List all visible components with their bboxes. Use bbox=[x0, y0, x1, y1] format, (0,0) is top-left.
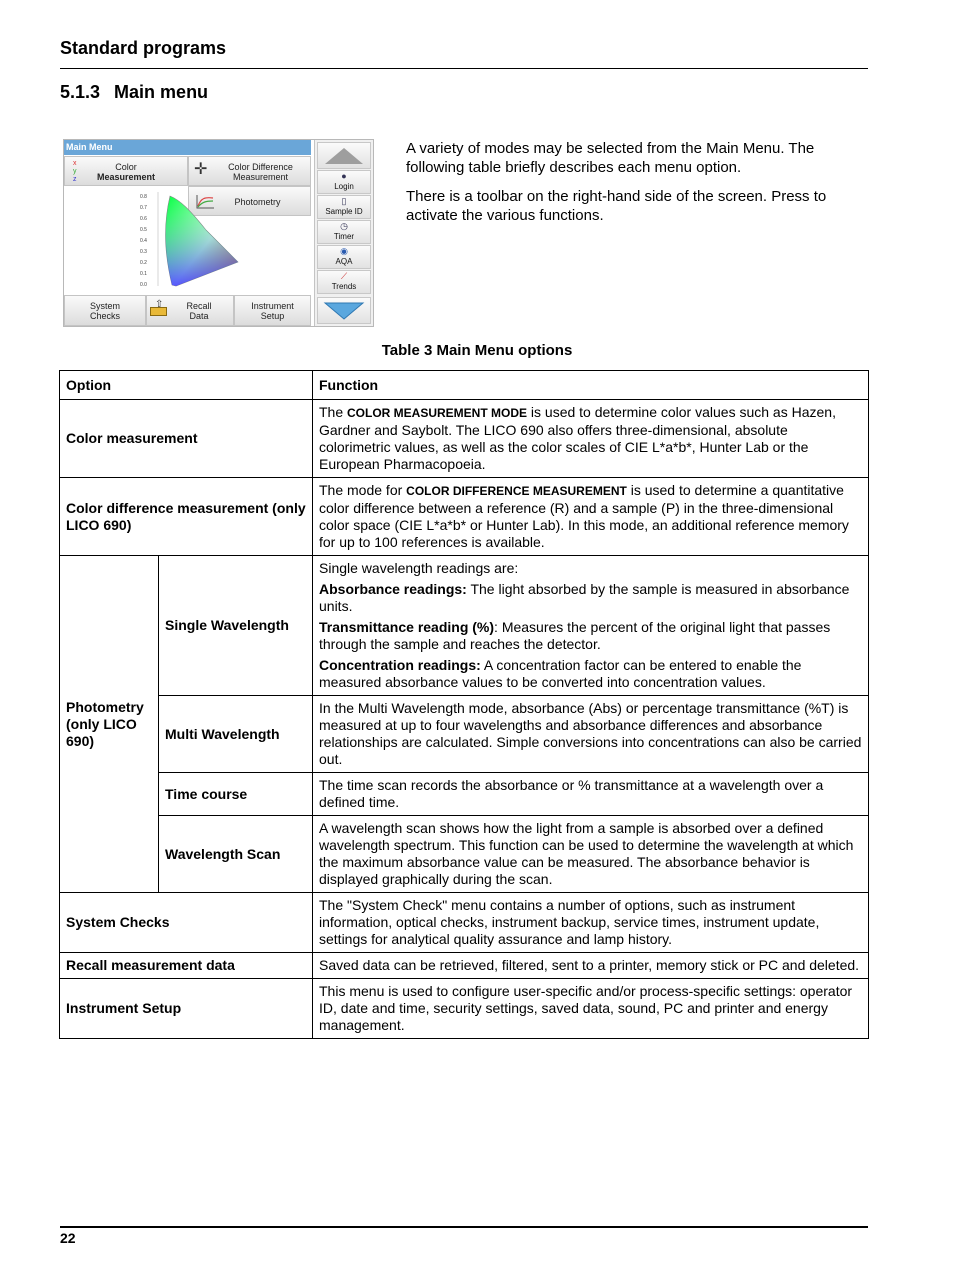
svg-text:0.1: 0.1 bbox=[140, 271, 147, 277]
toolbar-login[interactable]: ● Login bbox=[317, 170, 371, 194]
page-number: 22 bbox=[60, 1230, 76, 1246]
function-wavelength-scan: A wavelength scan shows how the light from a sample is absorbed over a defined wavelength spectrum. This function can be used to determine the wavelength at which the maximum absorbance value can be measured. The absorbance behavior is displayed graphically during the scan. bbox=[313, 816, 869, 893]
color-difference-button[interactable]: ✛ Color Difference Measurement bbox=[188, 156, 311, 186]
svg-text:0.2: 0.2 bbox=[140, 260, 147, 266]
table-row bbox=[60, 696, 869, 773]
subsection-title bbox=[60, 82, 208, 103]
scroll-up-button[interactable] bbox=[317, 142, 371, 169]
table-row bbox=[60, 979, 869, 1039]
sub-option-time-course: Time course bbox=[159, 773, 313, 816]
toolbar-aqa[interactable]: ◉ AQA bbox=[317, 245, 371, 269]
sample-id-icon: ▯ bbox=[341, 196, 347, 206]
column-header-option: Option bbox=[60, 371, 313, 400]
option-photometry: Photometry (only LICO 690) bbox=[60, 556, 159, 893]
svg-text:0.3: 0.3 bbox=[140, 249, 147, 255]
trends-icon: ⟋ bbox=[340, 271, 348, 281]
table-row bbox=[60, 400, 869, 478]
toolbar-timer[interactable]: ◷ Timer bbox=[317, 220, 371, 244]
subsection-label: Main menu bbox=[114, 82, 209, 102]
header-rule bbox=[60, 68, 868, 69]
crosshair-icon: ✛ bbox=[194, 161, 208, 178]
folder-icon: ⇧ bbox=[150, 302, 167, 316]
table-row bbox=[60, 816, 869, 893]
function-multi-wavelength: In the Multi Wavelength mode, absorbance (Abs) or percentage transmittance (%T) is measured at up to four wavelengths and absorbance differences and absorbance relationships are calculated. Simple conversions into concentrations can also be carried out. bbox=[313, 696, 869, 773]
svg-text:0.0: 0.0 bbox=[140, 282, 147, 288]
photometry-button[interactable]: Photometry bbox=[188, 186, 311, 216]
option-color-measurement: Color measurement bbox=[60, 400, 313, 478]
main-menu-options-table bbox=[59, 370, 869, 1039]
intro-text bbox=[406, 139, 868, 235]
y-axis-ticks bbox=[140, 194, 147, 288]
option-color-difference: Color difference measurement (only LICO 690) bbox=[60, 478, 313, 556]
function-time-course: The time scan records the absorbance or % transmittance at a wavelength over a defined time. bbox=[313, 773, 869, 816]
arrow-down-icon bbox=[319, 300, 369, 322]
function-recall-data: Saved data can be retrieved, filtered, sent to a printer, memory stick or PC and deleted. bbox=[313, 953, 869, 979]
section-title: Standard programs bbox=[60, 38, 227, 58]
function-single-wavelength: Single wavelength readings are: Absorbance readings: The light absorbed by the sample is measured in absorbance units. Transmittance reading (%): Measures the percent of the original light that passes through the sample and reaches the detector. Concentration readings: A concentration factor can be entered to enable the measured absorbance values to be converted into concentration values. bbox=[313, 556, 869, 696]
table-row bbox=[60, 556, 869, 696]
scroll-down-button[interactable] bbox=[317, 297, 371, 324]
recall-data-button[interactable]: ⇧ Recall Data bbox=[146, 295, 234, 326]
main-menu-screenshot bbox=[63, 139, 374, 327]
table-row bbox=[60, 773, 869, 816]
instrument-setup-button[interactable]: Instrument Setup bbox=[234, 295, 311, 326]
system-checks-button[interactable]: System Checks bbox=[64, 295, 146, 326]
table-header-row bbox=[60, 371, 869, 400]
function-system-checks: The "System Check" menu contains a number of options, such as instrument information, optical checks, instrument backup, service times, instrument update, settings for analytical quality assurance and lamp history. bbox=[313, 893, 869, 953]
intro-paragraph-2: There is a toolbar on the right-hand side of the screen. Press to activate the various functions. bbox=[406, 188, 827, 224]
color-measurement-button[interactable]: x y z Color Measurement bbox=[64, 156, 188, 186]
toolbar-trends[interactable]: ⟋ Trends bbox=[317, 270, 371, 294]
xyz-icon: x y z bbox=[73, 160, 77, 183]
arrow-up-icon bbox=[319, 145, 369, 167]
function-color-difference: The mode for COLOR DIFFERENCE MEASUREMENT is used to determine a quantitative color difference between a reference (R) and a sample (P) in the three-dimensional color space (CIE L*a*b* or Hunter Lab). In this mode, an additional reference memory for up to 100 references is available. bbox=[313, 478, 869, 556]
option-instrument-setup: Instrument Setup bbox=[60, 979, 313, 1039]
aqa-icon: ◉ bbox=[340, 246, 348, 256]
svg-text:0.6: 0.6 bbox=[140, 216, 147, 222]
chromaticity-diagram bbox=[140, 190, 250, 295]
svg-text:0.8: 0.8 bbox=[140, 194, 147, 200]
function-instrument-setup: This menu is used to configure user-specific and/or process-specific settings: operator ID, date and time, security settings, saved data, sound, PC and printer and energy management. bbox=[313, 979, 869, 1039]
table-row bbox=[60, 478, 869, 556]
option-system-checks: System Checks bbox=[60, 893, 313, 953]
timer-icon: ◷ bbox=[340, 221, 348, 231]
footer-rule bbox=[60, 1226, 868, 1228]
login-icon: ● bbox=[341, 171, 347, 181]
sub-option-multi-wavelength: Multi Wavelength bbox=[159, 696, 313, 773]
sub-option-wavelength-scan: Wavelength Scan bbox=[159, 816, 313, 893]
device-header: Main Menu bbox=[64, 140, 311, 155]
table-row bbox=[60, 893, 869, 953]
subsection-number: 5.1.3 bbox=[60, 82, 101, 102]
toolbar-sample-id[interactable]: ▯ Sample ID bbox=[317, 195, 371, 219]
svg-text:0.4: 0.4 bbox=[140, 238, 147, 244]
svg-text:0.7: 0.7 bbox=[140, 205, 147, 211]
table-row bbox=[60, 953, 869, 979]
device-toolbar bbox=[314, 140, 373, 326]
option-recall-data: Recall measurement data bbox=[60, 953, 313, 979]
svg-text:0.5: 0.5 bbox=[140, 227, 147, 233]
function-color-measurement: The COLOR MEASUREMENT MODE is used to determine color values such as Hazen, Gardner and Saybolt. The LICO 690 also offers three-dimensional, absolute colorimetric values, as well as the color scales of CIE L*a*b*, Hunter Lab or the European Pharmacopoeia. bbox=[313, 400, 869, 478]
table-caption: Table 3 Main Menu options bbox=[381, 342, 573, 359]
intro-paragraph-1: A variety of modes may be selected from the Main Menu. The following table briefly describes each menu option. bbox=[406, 140, 815, 176]
column-header-function: Function bbox=[313, 371, 869, 400]
sub-option-single-wavelength: Single Wavelength bbox=[159, 556, 313, 696]
